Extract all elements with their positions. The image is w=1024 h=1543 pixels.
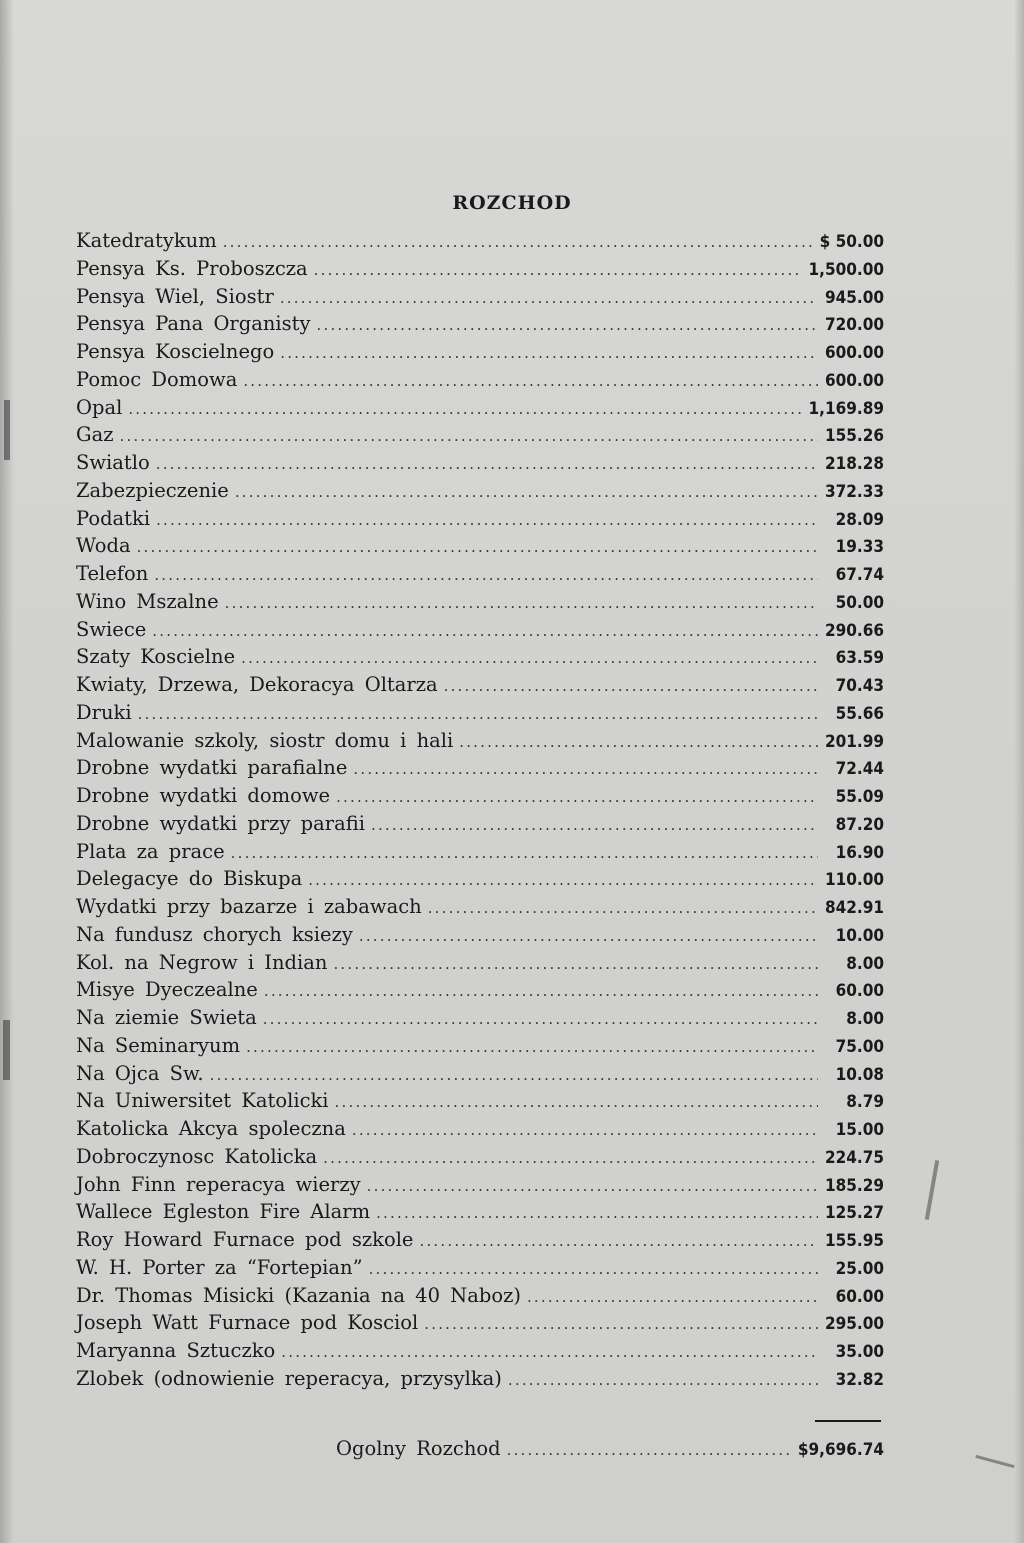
- item-amount: 1,500.00: [808, 259, 884, 280]
- ledger-row: [76, 451, 884, 479]
- ledger-row: [76, 756, 884, 784]
- item-amount: 55.09: [835, 787, 884, 807]
- ledger-row: [76, 701, 884, 729]
- item-amount: 218.28: [824, 454, 884, 474]
- item-amount: 50.00: [835, 592, 884, 613]
- item-label: Zlobek (odnowienie reperacya, przysylka): [76, 1366, 502, 1390]
- ledger-row: [76, 840, 884, 868]
- ledger-row: [76, 1284, 884, 1312]
- ledger-row: [76, 312, 884, 340]
- item-label: Drobne wydatki parafialne: [76, 756, 348, 780]
- item-amount: 63.59: [835, 648, 884, 669]
- ledger-row: [76, 1173, 884, 1201]
- item-label: John Finn reperacya wierzy: [76, 1172, 361, 1196]
- item-label: Pomoc Domowa: [76, 367, 238, 391]
- item-label: Misye Dyeczealne: [76, 978, 258, 1002]
- dot-leader: [444, 677, 818, 695]
- dot-leader: [376, 1204, 818, 1222]
- item-amount: 372.33: [824, 481, 884, 502]
- item-amount: 185.29: [824, 1175, 884, 1196]
- scan-mark: [925, 1160, 939, 1220]
- item-label: Na fundusz chorych ksiezy: [76, 922, 353, 946]
- total-rule: [815, 1420, 881, 1422]
- item-amount: 290.66: [824, 620, 884, 641]
- item-label: Joseph Watt Furnace pod Kosciol: [76, 1311, 419, 1335]
- item-amount: 201.99: [824, 731, 884, 752]
- dot-leader: [371, 816, 818, 834]
- item-label: Dobroczynosc Katolicka: [76, 1144, 318, 1168]
- dot-leader: [119, 427, 818, 445]
- dot-leader: [527, 1288, 818, 1306]
- item-amount: 600.00: [824, 343, 884, 363]
- dot-leader: [246, 1038, 818, 1056]
- ledger-row: [76, 257, 884, 285]
- item-amount: 16.90: [835, 842, 884, 863]
- dot-leader: [419, 1232, 818, 1250]
- ledger-row: [76, 1062, 884, 1090]
- item-label: Pensya Pana Organisty: [76, 312, 311, 336]
- item-label: Gaz: [76, 423, 114, 447]
- ledger-row: [76, 1256, 884, 1284]
- ledger-row: [76, 396, 884, 424]
- scan-mark: [4, 400, 10, 460]
- item-amount: 15.00: [835, 1120, 884, 1140]
- ledger-row: [76, 562, 884, 590]
- ledger-row: [76, 423, 884, 451]
- item-label: Wino Mszalne: [76, 589, 219, 613]
- item-amount: 67.74: [835, 565, 884, 585]
- total-label: Ogolny Rozchod: [336, 1437, 501, 1460]
- item-amount: 720.00: [824, 315, 884, 336]
- item-label: Pensya Wiel, Siostr: [76, 284, 274, 308]
- item-amount: 600.00: [824, 370, 884, 391]
- total-amount: $9,696.74: [797, 1440, 884, 1460]
- ledger-row: [76, 368, 884, 396]
- item-label: Plata za prace: [76, 839, 225, 863]
- ledger-row: [76, 645, 884, 673]
- dot-leader: [508, 1371, 818, 1389]
- item-amount: 60.00: [835, 1286, 884, 1307]
- item-amount: 10.08: [835, 1064, 884, 1085]
- item-label: Delegacye do Biskupa: [76, 867, 303, 891]
- item-label: Na ziemie Swieta: [76, 1006, 257, 1029]
- ledger-row: [76, 812, 884, 840]
- ledger-row: [76, 534, 884, 562]
- dot-leader: [308, 871, 818, 889]
- ledger-row: [76, 1117, 884, 1145]
- total-row: [336, 1437, 884, 1460]
- item-amount: 72.44: [835, 759, 884, 780]
- item-label: Opal: [76, 395, 123, 419]
- dot-leader: [314, 261, 803, 279]
- ledger-row: [76, 479, 884, 507]
- dot-leader: [156, 455, 818, 473]
- item-amount: 155.95: [824, 1231, 884, 1251]
- item-label: Na Seminaryum: [76, 1033, 241, 1057]
- dot-leader: [235, 483, 818, 501]
- item-label: Na Ojca Sw.: [76, 1061, 204, 1085]
- dot-leader: [336, 788, 818, 806]
- ledger-row: [76, 1200, 884, 1228]
- ledger-row: [76, 1145, 884, 1173]
- item-label: Telefon: [76, 562, 149, 585]
- item-amount: 155.26: [824, 426, 884, 447]
- item-amount: 8.00: [846, 953, 884, 974]
- item-amount: 224.75: [824, 1147, 884, 1168]
- ledger-row: [76, 923, 884, 951]
- ledger-row: [76, 1006, 884, 1034]
- dot-leader: [280, 344, 818, 362]
- item-label: Swiece: [76, 617, 147, 641]
- dot-leader: [352, 1121, 818, 1139]
- ledger-row: [76, 867, 884, 895]
- item-amount: 125.27: [824, 1203, 884, 1224]
- ledger-row: [76, 1311, 884, 1339]
- ledger-row: [76, 1367, 884, 1395]
- ledger-row: [76, 618, 884, 646]
- ledger-row: [76, 1089, 884, 1117]
- ledger-row: [76, 951, 884, 979]
- dot-leader: [241, 649, 818, 667]
- dot-leader: [225, 594, 818, 612]
- dot-leader: [459, 733, 818, 751]
- item-label: Malowanie szkoly, siostr domu i hali: [76, 728, 454, 752]
- item-label: Roy Howard Furnace pod szkole: [76, 1228, 414, 1251]
- ledger-row: [76, 895, 884, 923]
- dot-leader: [353, 760, 818, 778]
- item-label: Maryanna Sztuczko: [76, 1339, 276, 1362]
- ledger-row: [76, 590, 884, 618]
- dot-leader: [223, 233, 814, 251]
- ledger-row: [76, 784, 884, 812]
- ledger-row: [76, 340, 884, 368]
- item-amount: 8.00: [846, 1009, 884, 1029]
- ledger-row: [76, 285, 884, 313]
- item-amount: 32.82: [835, 1369, 884, 1390]
- ledger-row: [76, 1034, 884, 1062]
- item-label: Pensya Ks. Proboszcza: [76, 256, 308, 280]
- dot-leader: [507, 1441, 792, 1459]
- dot-leader: [263, 1010, 818, 1028]
- ledger-row: [76, 978, 884, 1006]
- item-label: Drobne wydatki domowe: [76, 784, 331, 807]
- ledger-row: [76, 1339, 884, 1367]
- ledger-row: [76, 673, 884, 701]
- dot-leader: [281, 1343, 818, 1361]
- dot-leader: [128, 400, 802, 418]
- dot-leader: [367, 1177, 818, 1195]
- item-amount: 1,169.89: [808, 398, 884, 419]
- page-title: ROZCHOD: [452, 192, 572, 214]
- item-amount: 60.00: [835, 981, 884, 1002]
- item-label: Na Uniwersitet Katolicki: [76, 1089, 329, 1113]
- item-amount: 87.20: [835, 814, 884, 835]
- item-label: Swiatlo: [76, 451, 150, 474]
- item-amount: 110.00: [824, 870, 884, 891]
- item-amount: 10.00: [835, 925, 884, 946]
- dot-leader: [243, 372, 818, 390]
- item-label: Dr. Thomas Misicki (Kazania na 40 Naboz): [76, 1283, 521, 1307]
- item-amount: 842.91: [824, 898, 884, 918]
- dot-leader: [231, 844, 818, 862]
- item-amount: 945.00: [824, 287, 884, 308]
- item-label: Zabezpieczenie: [76, 478, 229, 502]
- dot-leader: [424, 1315, 818, 1333]
- item-label: Woda: [76, 534, 131, 558]
- dot-leader: [138, 705, 818, 723]
- expense-ledger: [76, 229, 884, 1395]
- item-label: Kwiaty, Drzewa, Dekoracya Oltarza: [76, 673, 438, 696]
- ledger-row: [76, 229, 884, 257]
- item-label: Pensya Koscielnego: [76, 340, 275, 363]
- item-label: W. H. Porter za “Fortepian”: [76, 1255, 363, 1279]
- item-label: Drobne wydatki przy parafii: [76, 811, 365, 835]
- dot-leader: [137, 538, 818, 556]
- item-label: Katedratykum: [76, 229, 217, 252]
- dot-leader: [335, 1093, 818, 1111]
- dot-leader: [323, 1149, 818, 1167]
- dot-leader: [156, 511, 818, 529]
- dot-leader: [154, 566, 818, 584]
- item-label: Druki: [76, 700, 132, 724]
- item-amount: 19.33: [835, 537, 884, 558]
- dot-leader: [359, 927, 818, 945]
- dot-leader: [152, 622, 818, 640]
- item-amount: 295.00: [824, 1314, 884, 1335]
- item-label: Wallece Egleston Fire Alarm: [76, 1200, 371, 1224]
- item-label: Kol. na Negrow i Indian: [76, 950, 328, 974]
- item-amount: 55.66: [835, 703, 884, 724]
- item-amount: 28.09: [835, 509, 884, 530]
- scan-mark: [975, 1455, 1014, 1468]
- item-amount: 75.00: [835, 1036, 884, 1057]
- dot-leader: [428, 899, 818, 917]
- item-amount: $ 50.00: [819, 232, 884, 252]
- dot-leader: [369, 1260, 818, 1278]
- item-amount: 25.00: [835, 1258, 884, 1279]
- dot-leader: [264, 982, 818, 1000]
- item-label: Podatki: [76, 506, 151, 530]
- item-amount: 70.43: [835, 676, 884, 696]
- item-amount: 35.00: [835, 1342, 884, 1362]
- dot-leader: [317, 316, 818, 334]
- dot-leader: [210, 1066, 818, 1084]
- dot-leader: [333, 955, 818, 973]
- dot-leader: [280, 289, 818, 307]
- item-amount: 8.79: [846, 1092, 884, 1113]
- ledger-row: [76, 729, 884, 757]
- ledger-row: [76, 1228, 884, 1256]
- item-label: Katolicka Akcya spoleczna: [76, 1117, 346, 1140]
- ledger-row: [76, 507, 884, 535]
- item-label: Wydatki przy bazarze i zabawach: [76, 895, 422, 918]
- scan-mark: [3, 1020, 10, 1080]
- item-label: Szaty Koscielne: [76, 645, 236, 669]
